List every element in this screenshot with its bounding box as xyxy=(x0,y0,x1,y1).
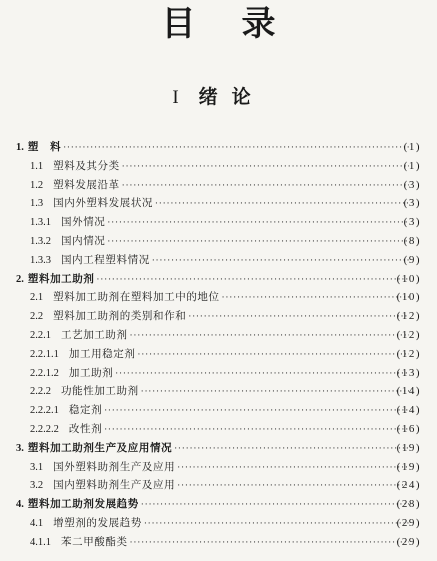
toc-entry-number: 1.2 xyxy=(30,179,44,191)
toc-entry-title: 工艺加工助剂 xyxy=(61,329,128,341)
toc-entry-page: (3) xyxy=(403,197,421,210)
toc-entry-label xyxy=(30,345,137,364)
toc-entry-page: (19) xyxy=(396,460,421,473)
toc-entry-title: 塑料加工助剂 xyxy=(27,272,95,285)
toc-entry-number: 1.3.1 xyxy=(30,217,51,229)
toc-leader-dots xyxy=(177,477,409,495)
toc-entry-label xyxy=(30,307,188,326)
toc-entry-number: 1.3.3 xyxy=(30,254,51,266)
toc-entry-label xyxy=(30,176,122,195)
toc-entry xyxy=(0,326,437,344)
toc-entry-title: 国内塑料助剂生产及应用 xyxy=(53,479,176,492)
toc-entry-line xyxy=(30,382,409,401)
toc-entry-number: 2. xyxy=(16,273,24,285)
toc-entry-label xyxy=(30,213,107,232)
toc-entry-title: 塑料发展沿革 xyxy=(53,178,120,191)
toc-entry xyxy=(0,232,437,250)
toc-entry-number: 1.1 xyxy=(30,160,44,172)
toc-entry-line xyxy=(30,232,409,251)
toc-leader-dots xyxy=(96,271,409,289)
toc-entry xyxy=(0,345,437,363)
toc-entry-title: 国内外塑料发展状况 xyxy=(53,197,154,210)
toc-entry-label xyxy=(30,458,177,477)
toc-leader-dots xyxy=(177,459,409,477)
toc-entry-line xyxy=(16,495,409,514)
toc-entry-title: 稳定剂 xyxy=(68,404,103,417)
toc-entry-page: (14) xyxy=(396,404,421,417)
toc-entry-page: (16) xyxy=(396,423,421,435)
toc-leader-dots xyxy=(122,177,409,195)
toc-leader-dots xyxy=(174,440,409,458)
toc-entry-title: 国外情况 xyxy=(61,216,106,229)
toc-entry-number: 3.1 xyxy=(30,461,44,473)
toc-entry-line xyxy=(30,194,409,213)
toc-leader-dots xyxy=(144,515,409,533)
toc-leader-dots xyxy=(107,214,409,232)
toc-leader-dots xyxy=(155,195,409,213)
toc-entry xyxy=(0,288,437,306)
toc-leader-dots xyxy=(130,534,409,552)
toc-entry-page: (12) xyxy=(396,347,421,360)
toc-entry-number: 3.2 xyxy=(30,480,44,492)
toc-entry-label xyxy=(30,364,115,383)
toc-entry-label xyxy=(30,288,222,307)
toc-entry-line xyxy=(30,213,409,232)
toc-entry-label xyxy=(30,514,144,533)
toc-leader-dots xyxy=(104,402,409,420)
toc-entry xyxy=(0,476,437,494)
toc-entry-page: (13) xyxy=(396,366,421,379)
toc-entry-label xyxy=(16,138,63,157)
toc-leader-dots xyxy=(222,289,409,307)
toc-entry-page: (12) xyxy=(396,310,421,323)
toc-entry xyxy=(0,364,437,382)
toc-entry xyxy=(0,213,437,231)
toc-entry-page: (3) xyxy=(403,216,421,229)
toc-entry-line xyxy=(30,157,409,176)
section-heading xyxy=(0,84,437,111)
toc-entry-line xyxy=(30,420,409,439)
toc-entry xyxy=(0,251,437,269)
toc-leader-dots xyxy=(122,158,409,176)
toc-entry-title: 加工用稳定剂 xyxy=(68,347,136,360)
toc-entry-title: 增塑剂的发展趋势 xyxy=(53,517,142,529)
toc-leader-dots xyxy=(115,365,409,383)
toc-entry-line xyxy=(16,270,409,289)
toc-entry xyxy=(0,138,437,156)
toc-entry-page: (29) xyxy=(396,535,421,548)
toc-entry-title: 苯二甲酸酯类 xyxy=(61,535,128,548)
toc-entry xyxy=(0,307,437,325)
toc-entry-number: 4. xyxy=(16,499,24,511)
toc-entry-title: 塑 料 xyxy=(27,141,62,153)
toc-entry-label xyxy=(30,533,130,552)
toc-entry-number: 2.1 xyxy=(30,292,44,304)
toc-leader-dots xyxy=(63,139,409,157)
toc-entry-line xyxy=(30,533,409,552)
toc-entry-title: 加工助剂 xyxy=(68,366,114,379)
toc-entry-page: (24) xyxy=(396,479,421,492)
toc-entry xyxy=(0,495,437,513)
toc-leader-dots xyxy=(137,346,409,364)
toc-entry-title: 功能性加工助剂 xyxy=(61,385,139,398)
toc-entry-title: 塑料加工助剂发展趋势 xyxy=(27,498,139,511)
toc-entry-line xyxy=(30,458,409,477)
toc-entry-line xyxy=(30,307,409,326)
page-title: 目录 xyxy=(161,4,322,44)
toc-entry-title: 改性剂 xyxy=(68,423,103,435)
toc-entry-label xyxy=(16,439,174,458)
toc-entry-label xyxy=(16,270,96,289)
toc-entry-line xyxy=(30,176,409,195)
toc-entry-number: 4.1 xyxy=(30,518,44,529)
toc-entry xyxy=(0,176,437,194)
toc-entry-title: 塑料及其分类 xyxy=(53,159,120,172)
toc-entry-line xyxy=(16,138,409,157)
toc-leader-dots xyxy=(104,421,409,439)
toc-entry-page: (10) xyxy=(396,272,421,285)
toc-entry-label xyxy=(30,401,104,420)
toc-leader-dots xyxy=(130,327,409,345)
toc-entry-number: 2.2.1 xyxy=(30,330,51,341)
toc-entry-number: 1. xyxy=(16,142,24,153)
toc-entry-number: 4.1.1 xyxy=(30,536,51,548)
section-title: 绪论 xyxy=(198,86,265,108)
toc-entry-page: (8) xyxy=(403,235,421,247)
toc-entry xyxy=(0,401,437,419)
toc-entry-number: 1.3.2 xyxy=(30,236,51,247)
toc-entry xyxy=(0,514,437,532)
toc-entry xyxy=(0,194,437,212)
toc-entry-number: 2.2 xyxy=(30,311,44,323)
toc-entry-title: 塑料加工助剂在塑料加工中的地位 xyxy=(53,291,220,304)
toc-entry xyxy=(0,420,437,438)
toc-entry-title: 塑料加工助剂生产及应用情况 xyxy=(27,441,173,454)
toc-entry-line xyxy=(30,401,409,420)
toc-entry-page: (10) xyxy=(396,291,421,304)
toc-entry-number: 2.2.2.2 xyxy=(30,424,59,435)
toc-entry-page: (3) xyxy=(403,178,421,191)
toc-entry-label xyxy=(30,251,152,270)
toc-entry-title: 塑料加工助剂的类别和作和 xyxy=(53,310,187,323)
toc-entry-label xyxy=(30,476,177,495)
toc-entry-number: 2.2.1.2 xyxy=(30,367,59,379)
toc-entry-line xyxy=(30,326,409,345)
toc-entry-number: 2.2.1.1 xyxy=(30,348,59,360)
toc-entry-page: (12) xyxy=(396,329,421,341)
toc-entry-line xyxy=(30,251,409,270)
toc-entry-page: (14) xyxy=(396,385,421,398)
toc-entry xyxy=(0,382,437,400)
toc-leader-dots xyxy=(141,496,409,514)
toc-entry-page: (19) xyxy=(396,441,421,454)
toc-entry-title: 国内情况 xyxy=(61,235,106,247)
toc-entry-line xyxy=(30,288,409,307)
toc-leader-dots xyxy=(152,252,409,270)
toc-entry-line xyxy=(30,476,409,495)
toc-entry-page: (28) xyxy=(396,498,421,511)
toc-entry-label xyxy=(16,495,141,514)
toc-entry-line xyxy=(30,345,409,364)
toc-entry-label xyxy=(30,194,155,213)
toc-entry-page: (1) xyxy=(403,141,421,153)
toc-entry-label xyxy=(30,157,122,176)
toc-entry-line xyxy=(30,514,409,533)
toc-leader-dots xyxy=(188,308,409,326)
toc-entry xyxy=(0,157,437,175)
toc-entry-label xyxy=(30,382,141,401)
toc-entry-label xyxy=(30,420,104,439)
toc-entry-line xyxy=(30,364,409,383)
toc-entry-label xyxy=(30,232,107,251)
toc-entry-number: 3. xyxy=(16,442,24,454)
toc-entry xyxy=(0,439,437,457)
toc-leader-dots xyxy=(107,233,409,251)
toc-entry-number: 1.3 xyxy=(30,198,44,210)
toc-entry xyxy=(0,533,437,551)
toc-entry-title: 国外塑料助剂生产及应用 xyxy=(53,460,176,473)
toc-entry-page: (29) xyxy=(396,517,421,529)
toc-entry-number: 2.2.2.1 xyxy=(30,405,59,417)
toc-leader-dots xyxy=(141,383,409,401)
toc-entry-line xyxy=(16,439,409,458)
toc-entry xyxy=(0,270,437,288)
toc-entry-number: 2.2.2 xyxy=(30,386,51,398)
section-number: I xyxy=(172,87,181,108)
toc-entry xyxy=(0,458,437,476)
toc-entry-page: (9) xyxy=(403,253,421,266)
toc-entry-page: (1) xyxy=(403,159,421,172)
toc-entry-label xyxy=(30,326,130,345)
toc-entry-title: 国内工程塑料情况 xyxy=(61,253,150,266)
